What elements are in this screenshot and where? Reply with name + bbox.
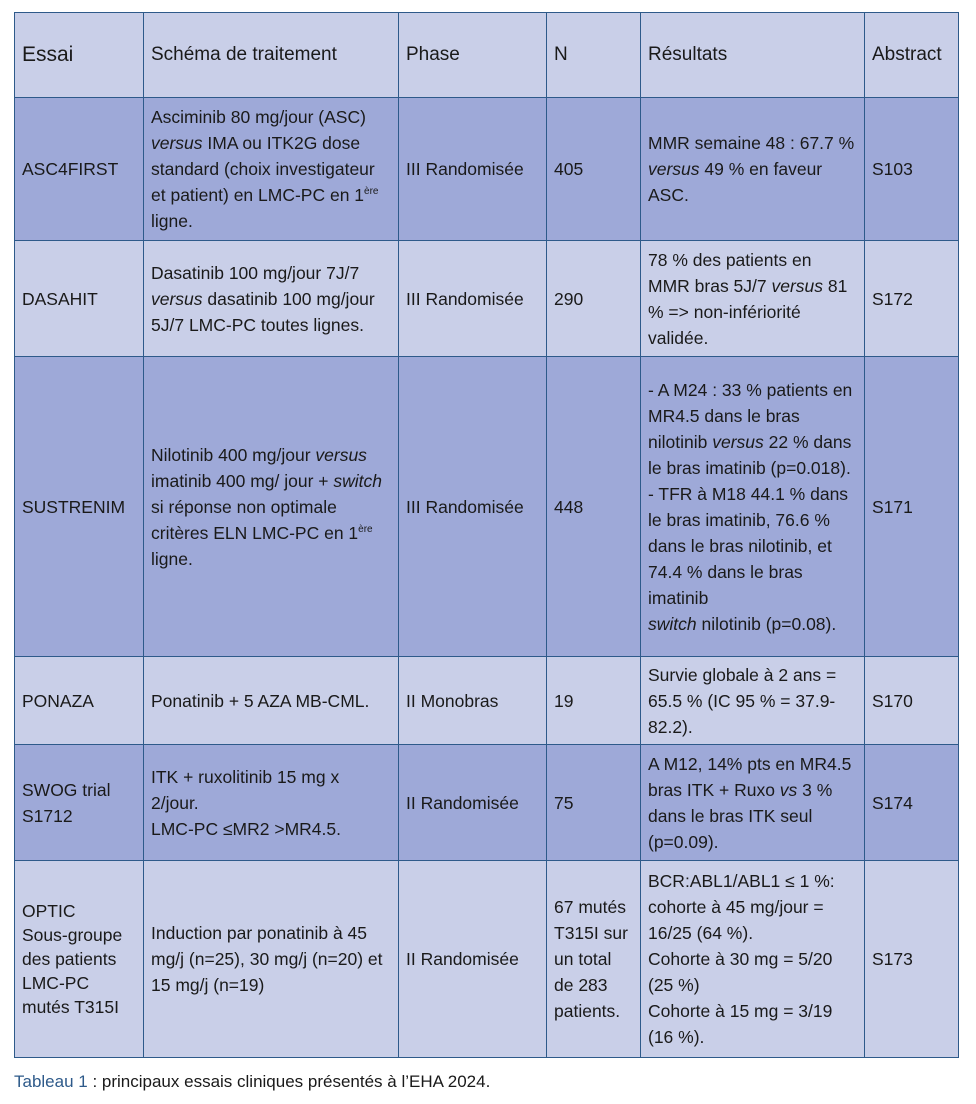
header-schema: Schéma de traitement (144, 13, 399, 98)
n-count: 448 (547, 357, 641, 657)
phase: II Monobras (399, 657, 547, 745)
caption-label: Tableau 1 (14, 1072, 88, 1091)
treatment-schema: Dasatinib 100 mg/jour 7J/7 versus dasatinib 100 mg/jour 5J/7 LMC-PC toutes lignes. (144, 241, 399, 357)
n-count: 75 (547, 745, 641, 861)
results: 78 % des patients en MMR bras 5J/7 versus 81 % => non-infériorité validée. (641, 241, 865, 357)
abstract-id: S171 (865, 357, 959, 657)
n-count: 290 (547, 241, 641, 357)
abstract-id: S172 (865, 241, 959, 357)
n-count: 19 (547, 657, 641, 745)
treatment-schema: Nilotinib 400 mg/jour versus imatinib 400 mg/ jour + switch si réponse non optimale critères ELN LMC-PC en 1ère ligne. (144, 357, 399, 657)
table-row (15, 861, 959, 1058)
header-phase: Phase (399, 13, 547, 98)
abstract-id: S103 (865, 98, 959, 241)
treatment-schema: Asciminib 80 mg/jour (ASC) versus IMA ou ITK2G dose standard (choix investigateur et patient) en LMC-PC en 1ère ligne. (144, 98, 399, 241)
table-caption (14, 1072, 490, 1092)
results: A M12, 14% pts en MR4.5 bras ITK + Ruxo vs 3 % dans le bras ITK seul (p=0.09). (641, 745, 865, 861)
treatment-schema: ITK + ruxolitinib 15 mg x 2/jour. LMC-PC ≤MR2 >MR4.5. (144, 745, 399, 861)
phase: II Randomisée (399, 745, 547, 861)
table-row (15, 98, 959, 241)
table-row (15, 241, 959, 357)
header-essai: Essai (15, 13, 144, 98)
phase: II Randomisée (399, 861, 547, 1058)
trial-name: DASAHIT (15, 241, 144, 357)
phase: III Randomisée (399, 98, 547, 241)
results: - A M24 : 33 % patients en MR4.5 dans le bras nilotinib versus 22 % dans le bras imatinib (p=0.018). - TFR à M18 44.1 % dans le bras imatinib, 76.6 % dans le bras nilotinib, et 74.4 % dans le bras imatinib switch nilotinib (p=0.08). (641, 357, 865, 657)
header-resultats: Résultats (641, 13, 865, 98)
header-row (15, 13, 959, 98)
trial-name: SWOG trial S1712 (15, 745, 144, 861)
header-abstract: Abstract (865, 13, 959, 98)
treatment-schema: Ponatinib + 5 AZA MB-CML. (144, 657, 399, 745)
results: BCR:ABL1/ABL1 ≤ 1 %: cohorte à 45 mg/jour = 16/25 (64 %). Cohorte à 30 mg = 5/20 (25 %) Cohorte à 15 mg = 3/19 (16 %). (641, 861, 865, 1058)
n-count: 405 (547, 98, 641, 241)
phase: III Randomisée (399, 241, 547, 357)
table-row (15, 357, 959, 657)
caption-text: : principaux essais cliniques présentés à l’EHA 2024. (87, 1072, 491, 1091)
trial-name: OPTIC Sous-groupe des patients LMC-PC mutés T315I (15, 861, 144, 1058)
treatment-schema: Induction par ponatinib à 45 mg/j (n=25), 30 mg/j (n=20) et 15 mg/j (n=19) (144, 861, 399, 1058)
results: Survie globale à 2 ans = 65.5 % (IC 95 % = 37.9-82.2). (641, 657, 865, 745)
abstract-id: S173 (865, 861, 959, 1058)
n-count: 67 mutés T315I sur un total de 283 patients. (547, 861, 641, 1058)
trials-table (14, 12, 959, 1058)
phase: III Randomisée (399, 357, 547, 657)
header-n: N (547, 13, 641, 98)
abstract-id: S170 (865, 657, 959, 745)
table-row (15, 745, 959, 861)
trial-name: ASC4FIRST (15, 98, 144, 241)
table-row (15, 657, 959, 745)
results: MMR semaine 48 : 67.7 % versus 49 % en faveur ASC. (641, 98, 865, 241)
trial-name: PONAZA (15, 657, 144, 745)
trial-name: SUSTRENIM (15, 357, 144, 657)
abstract-id: S174 (865, 745, 959, 861)
